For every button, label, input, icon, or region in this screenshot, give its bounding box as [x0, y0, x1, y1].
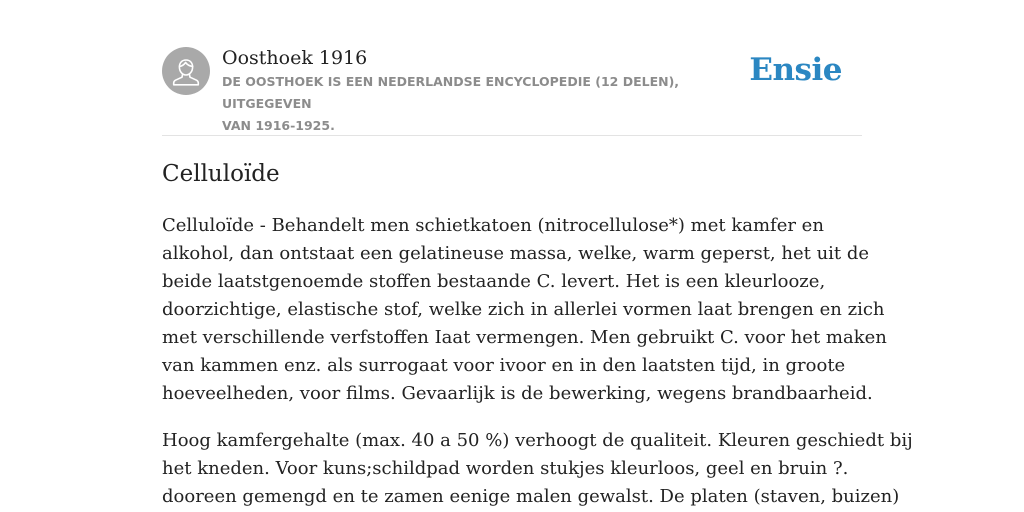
- source-description: [222, 71, 762, 137]
- source-description-line: VAN 1916-1925.: [222, 118, 335, 133]
- article-paragraph: [162, 212, 887, 408]
- user-icon: [162, 47, 210, 95]
- article-paragraph: [162, 427, 913, 511]
- paragraph-line: het kneden. Voor kuns;schildpad worden stukjes kleurloos, geel en bruin ?.: [162, 458, 849, 479]
- paragraph-line: alkohol, dan ontstaat een gelatineuse massa, welke, warm geperst, het uit de: [162, 243, 870, 264]
- article-body: [162, 212, 913, 512]
- ensie-logo[interactable]: Ensie: [749, 52, 842, 88]
- source-title[interactable]: Oosthoek 1916: [222, 47, 368, 69]
- header-divider: [162, 135, 862, 136]
- paragraph-line: met verschillende verfstoffen Iaat vermengen. Men gebruikt C. voor het maken: [162, 327, 887, 348]
- paragraph-line: Celluloïde - Behandelt men schietkatoen (nitrocellulose*) met kamfer en: [162, 215, 824, 236]
- paragraph-line: hoeveelheden, voor films. Gevaarlijk is de bewerking, wegens brandbaarheid.: [162, 383, 873, 404]
- source-header: [162, 47, 862, 135]
- paragraph-line: doorzichtige, elastische stof, welke zich in allerlei vormen laat brengen en zich: [162, 299, 885, 320]
- paragraph-line: Hoog kamfergehalte (max. 40 a 50 %) verhoogt de qualiteit. Kleuren geschiedt bij: [162, 430, 913, 451]
- source-avatar[interactable]: [162, 47, 210, 95]
- paragraph-line: dooreen gemengd en te zamen eenige malen gewalst. De platen (staven, buizen): [162, 486, 900, 507]
- article-title: Celluloïde: [162, 161, 280, 187]
- paragraph-line: van kammen enz. als surrogaat voor ivoor en in den laatsten tijd, in groote: [162, 355, 846, 376]
- source-description-line: DE OOSTHOEK IS EEN NEDERLANDSE ENCYCLOPEDIE (12 DELEN), UITGEGEVEN: [222, 74, 680, 111]
- paragraph-line: beide laatstgenoemde stoffen bestaande C. levert. Het is een kleurlooze,: [162, 271, 826, 292]
